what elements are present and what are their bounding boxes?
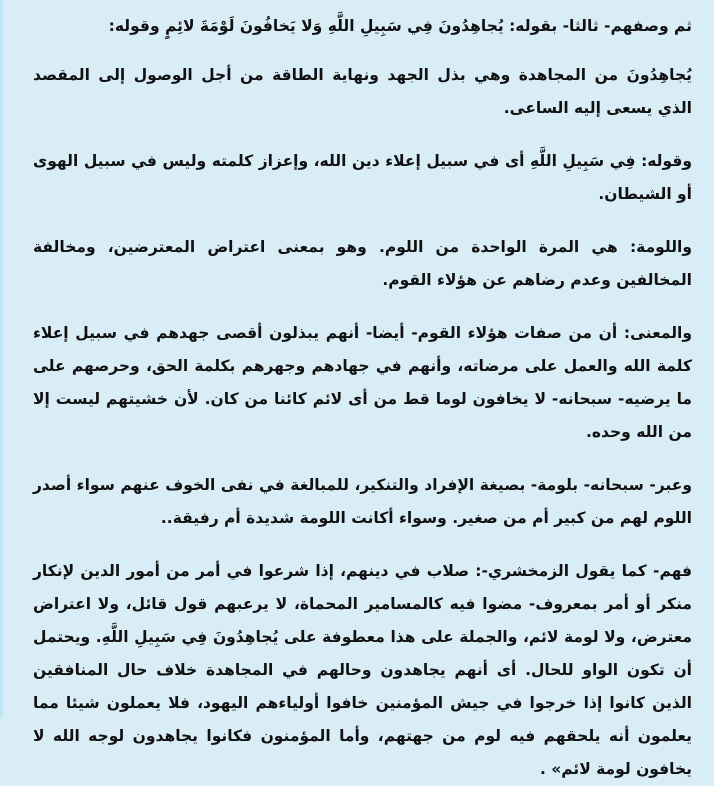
- paragraph-meaning: والمعنى: أن من صفات هؤلاء القوم- أيضا- أنهم يبذلون أقصى جهدهم في سبيل إعلاء كلمة الله والعمل على مرضاته، وأنهم في جهادهم وجهرهم بكلمة الحق، وحرصهم على ما يرضيه- سبحانه- لا يخافون لوما قط من أى لائم كائنا من كان. لأن خشيتهم ليست إلا من الله وحده.: [33, 324, 692, 441]
- paragraph-al-lawma: واللومة: هي المرة الواحدة من اللوم. وهو بمعنى اعتراض المعترضين، ومخالفة المخالفين وعدم رضاهم عن هؤلاء القوم.: [33, 238, 692, 289]
- paragraph-fi-sabil-allah: وقوله: فِي سَبِيلِ اللَّهِ أى في سبيل إعلاء دين الله، وإعزاز كلمته وليس في سبيل الهوى أو الشيطان.: [33, 152, 692, 203]
- paragraph-expression: وعبر- سبحانه- بلومة- بصيغة الإفراد والتنكير، للمبالغة في نفى الخوف عنهم سواء أصدر اللوم لهم من كبير أم من صغير. وسواء أكانت اللومة شديدة أم رفيقة..: [33, 476, 692, 527]
- paragraph-zamakhshari: فهم- كما يقول الزمخشري-: صلاب في دينهم، إذا شرعوا في أمر من أمور الدين لإنكار منكر أو أمر بمعروف- مضوا فيه كالمسامير المحماة، لا يرعبهم قول قائل، ولا اعتراض معترض، ولا لومة لائم، والجملة على هذا معطوفة على يُجاهِدُونَ فِي سَبِيلِ اللَّهِ. ويحتمل أن تكون الواو للحال. أى أنهم يجاهدون وحالهم في المجاهدة خلاف حال المنافقين الذين كانوا إذا خرجوا في جيش المؤمنين خافوا أولياءهم اليهود، فلا يعملون شيئا مما يعلمون أنه يلحقهم فيه لوم من جهتهم، وأما المؤمنون فكانوا يجاهدون لوجه الله لا يخافون لومة لائم» .: [33, 562, 692, 778]
- paragraph-intro: ثم وصفهم- ثالثا- بقوله: يُجاهِدُونَ فِي سَبِيلِ اللَّهِ وَلا يَخافُونَ لَوْمَةَ لائِمٍ وقوله:: [108, 17, 692, 35]
- paragraph-yujahidun: يُجاهِدُونَ من المجاهدة وهي بذل الجهد ونهاية الطاقة من أجل الوصول إلى المقصد الذي يسعى إليه الساعى.: [33, 66, 692, 117]
